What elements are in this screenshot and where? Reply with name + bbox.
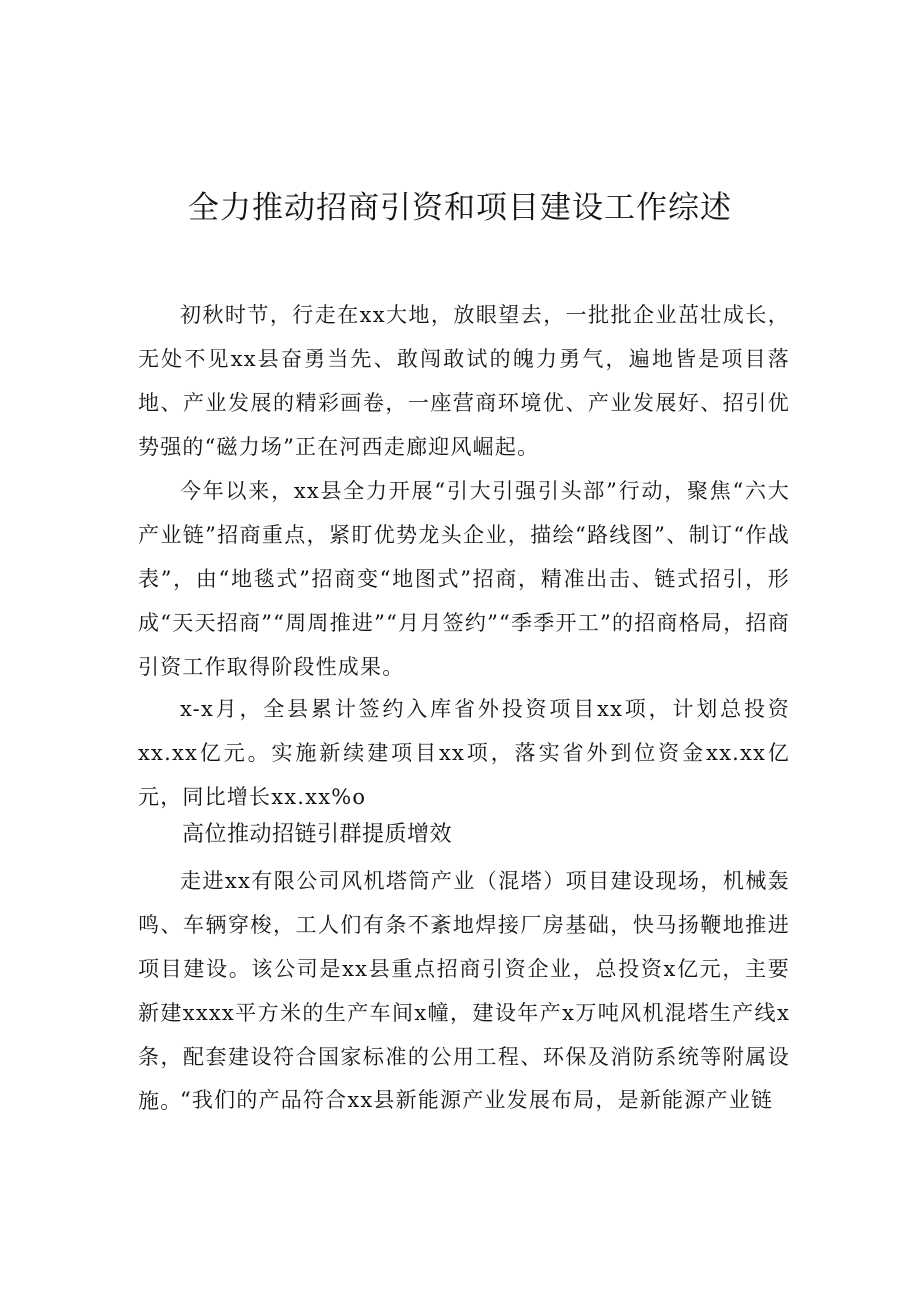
paragraph-intro: 初秋时节，行走在xx大地，放眼望去，一批批企业茁壮成长，无处不见xx县奋勇当先、敢闯敢试的魄力勇气，遍地皆是项目落地、产业发展的精彩画卷，一座营商环境优、产业发展好、招引优势强的“磁力场”正在河西走廊迎风崛起。 (138, 303, 790, 459)
document-title: 全力推动招商引资和项目建设工作综述 (188, 190, 732, 226)
section-heading: 高位推动招链引群提质增效 (182, 822, 453, 847)
paragraph-statistics: x-x月，全县累计签约入库省外投资项目xx项，计划总投资xx.xx亿元。实施新续建项目xx项，落实省外到位资金xx.xx亿元，同比增长xx.xx%o (138, 697, 790, 809)
paragraph-actions: 今年以来，xx县全力开展“引大引强引头部”行动，聚焦“六大产业链”招商重点，紧盯优势龙头企业，描绘“路线图”、制订“作战表”，由“地毯式”招商变“地图式”招商，精准出击、链式招引，形成“天天招商”“周周推进”“月月签约”“季季开工”的招商格局，招商引资工作取得阶段性成果。 (138, 479, 790, 679)
paragraph-project-site: 走进xx有限公司风机塔筒产业（混塔）项目建设现场，机械轰鸣、车辆穿梭，工人们有条不紊地焊接厂房基础，快马扬鞭地推进项目建设。该公司是xx县重点招商引资企业，总投资x亿元，主要新建xxxx平方米的生产车间x幢，建设年产x万吨风机混塔生产线x条，配套建设符合国家标准的公用工程、环保及消防系统等附属设施。 (138, 869, 790, 1113)
paragraph-quote: “我们的产品符合xx县新能源产业发展布局，是新能源产业链 (180, 1088, 774, 1112)
